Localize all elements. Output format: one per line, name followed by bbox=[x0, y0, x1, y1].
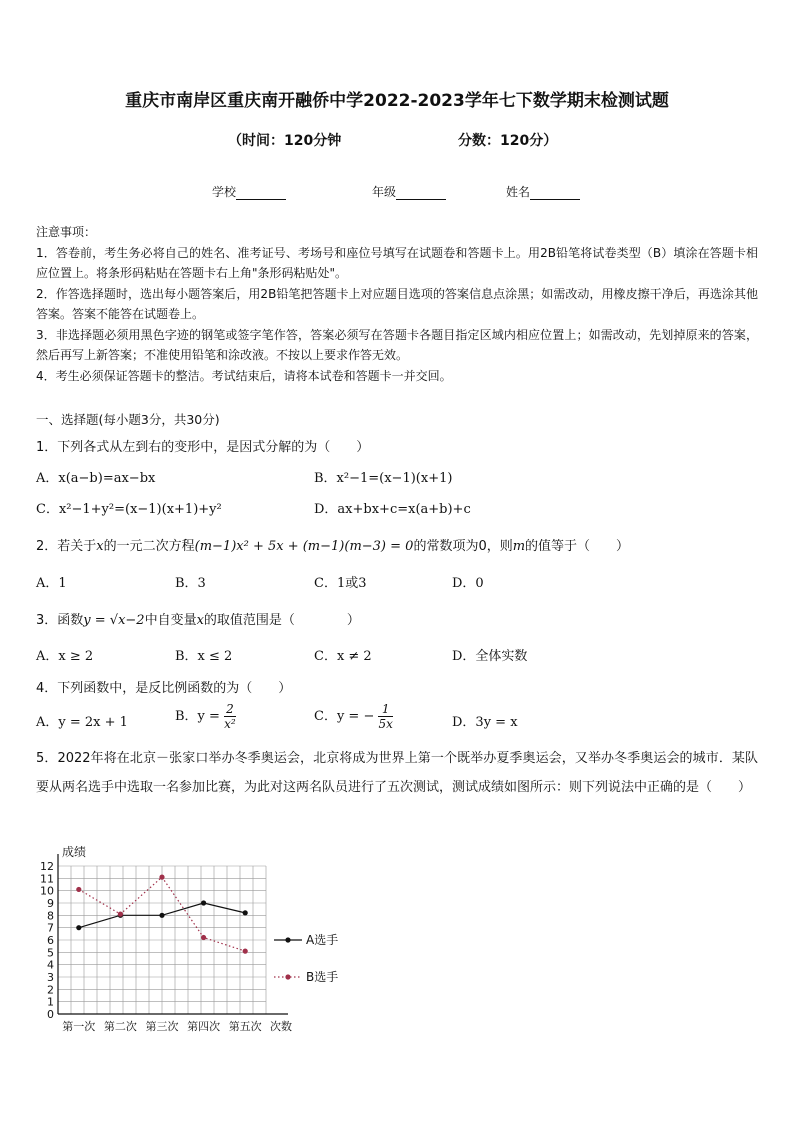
q3-stem-part: 的取值范围是（ ） bbox=[203, 613, 360, 628]
section-heading: 一、选择题(每小题3分，共30分) bbox=[36, 412, 220, 427]
x-tick-label: 第四次 bbox=[187, 1020, 221, 1033]
grade-field bbox=[372, 183, 446, 200]
note-item: 1．答卷前，考生务必将自己的姓名、准考证号、考场号和座位号填写在试题卷和答题卡上。用2B铅笔将试卷类型（B）填涂在答题卡相应位置上。将条形码粘贴在答题卡右上角"条形码粘贴处"。 bbox=[36, 245, 758, 280]
q2-stem-part: 的常数项为0，则 bbox=[413, 539, 513, 554]
y-tick-label: 7 bbox=[47, 921, 54, 935]
q3-stem-part: 中自变量 bbox=[144, 613, 197, 628]
y-tick-label: 4 bbox=[47, 958, 54, 972]
name-field bbox=[506, 183, 580, 200]
y-tick-label: 5 bbox=[47, 946, 54, 960]
q4-c-fraction bbox=[378, 702, 392, 731]
exam-time: （时间：120分钟 bbox=[228, 133, 342, 149]
q5-stem: 5．2022年将在北京－张家口举办冬季奥运会，北京将成为世界上第一个既举办夏季奥运会，又举办冬季奥运会的城市．某队要从两名选手中选取一名参加比赛，为此对这两名队员进行了五次测试，测试成绩如图所示：则下列说法中正确的是（ ） bbox=[36, 751, 758, 795]
y-tick-label: 11 bbox=[40, 872, 54, 886]
y-tick-label: 2 bbox=[47, 983, 54, 997]
q2-var-m: m bbox=[512, 539, 526, 554]
legend-label: B选手 bbox=[306, 970, 339, 984]
y-tick-label: 0 bbox=[47, 1008, 54, 1021]
legend-marker bbox=[285, 974, 290, 979]
data-point bbox=[159, 913, 164, 918]
q2-option-d[interactable]: D．0 bbox=[452, 576, 484, 591]
y-tick-label: 6 bbox=[47, 934, 54, 947]
x-tick-label: 第二次 bbox=[103, 1020, 137, 1033]
data-point bbox=[201, 900, 206, 905]
q3-var-x: x bbox=[196, 613, 204, 628]
q4-option-a[interactable]: A．y = 2x + 1 bbox=[36, 715, 128, 730]
q4-b-numerator: 2 bbox=[226, 702, 234, 716]
q2-equation: (m−1)x² + 5x + (m−1)(m−3) = 0 bbox=[194, 539, 414, 554]
q4-b-denominator: x² bbox=[224, 717, 236, 731]
q1-option-a[interactable]: A．x(a−b)=ax−bx bbox=[36, 471, 156, 486]
q3-option-a[interactable]: A．x ≥ 2 bbox=[36, 649, 94, 664]
data-point bbox=[243, 949, 248, 954]
data-point bbox=[118, 912, 123, 917]
grade-blank[interactable] bbox=[396, 187, 446, 200]
q4-c-prefix: C．y = − bbox=[314, 709, 375, 724]
q3-option-d[interactable]: D．全体实数 bbox=[452, 649, 528, 664]
q2-option-b[interactable]: B．3 bbox=[175, 576, 206, 591]
q3-option-b[interactable]: B．x ≤ 2 bbox=[175, 649, 233, 664]
q2-option-c[interactable]: C．1或3 bbox=[314, 576, 367, 591]
x-axis-label: 次数 bbox=[270, 1020, 292, 1033]
y-tick-label: 10 bbox=[40, 884, 54, 898]
q4-c-numerator: 1 bbox=[378, 702, 392, 717]
x-tick-label: 第五次 bbox=[228, 1020, 262, 1033]
q4-option-b[interactable] bbox=[175, 702, 236, 731]
note-item: 4．考生必须保证答题卡的整洁。考试结束后，请将本试卷和答题卡一并交回。 bbox=[36, 368, 452, 383]
notes-heading: 注意事项： bbox=[36, 225, 97, 239]
exam-title: 重庆市南岸区重庆南开融侨中学2022-2023学年七下数学期末检测试题 bbox=[125, 91, 669, 111]
school-blank[interactable] bbox=[236, 187, 286, 200]
data-point bbox=[76, 925, 81, 930]
y-tick-label: 1 bbox=[47, 995, 54, 1009]
q3-function: y = √x−2 bbox=[83, 613, 145, 628]
q3-stem bbox=[36, 609, 360, 628]
y-tick-label: 12 bbox=[40, 860, 54, 873]
legend-marker bbox=[285, 937, 290, 942]
q4-stem: 4．下列函数中，是反比例函数的为（ ） bbox=[36, 681, 292, 696]
q3-option-c[interactable]: C．x ≠ 2 bbox=[314, 649, 372, 664]
score-line-chart bbox=[36, 840, 366, 1040]
q4-option-c[interactable] bbox=[314, 702, 393, 731]
q1-option-c[interactable]: C．x²−1+y²=(x−1)(x+1)+y² bbox=[36, 502, 222, 517]
note-item: 2．作答选择题时，选出每小题答案后，用2B铅笔把答题卡上对应题目选项的答案信息点涂黑；如需改动，用橡皮擦干净后，再选涂其他答案。答案不能答在试题卷上。 bbox=[36, 286, 758, 321]
q2-stem-part: 2．若关于 bbox=[36, 539, 97, 554]
q2-stem-part: 的值等于（ ） bbox=[525, 539, 630, 554]
y-tick-label: 8 bbox=[47, 909, 54, 923]
note-item: 3．非选择题必须用黑色字迹的钢笔或签字笔作答，答案必须写在答题卡各题目指定区域内相应位置上；如需改动，先划掉原来的答案，然后再写上新答案；不准使用铅笔和涂改液。不按以上要求作答无效。 bbox=[36, 327, 758, 362]
y-tick-label: 9 bbox=[47, 897, 54, 910]
y-tick-label: 3 bbox=[47, 971, 54, 984]
q1-option-d[interactable]: D．ax+bx+c=x(a+b)+c bbox=[314, 502, 471, 517]
school-label: 学校 bbox=[212, 185, 237, 199]
q4-b-fraction bbox=[224, 702, 236, 731]
q2-var-x: x bbox=[96, 539, 104, 554]
q4-b-prefix: B．y = bbox=[175, 709, 220, 724]
name-label: 姓名 bbox=[506, 185, 531, 199]
school-field bbox=[212, 183, 286, 200]
q4-c-denominator: 5x bbox=[378, 717, 393, 731]
q2-option-a[interactable]: A．1 bbox=[36, 576, 67, 591]
q1-stem: 1．下列各式从左到右的变形中，是因式分解的为（ ） bbox=[36, 440, 370, 455]
legend-label: A选手 bbox=[306, 933, 339, 947]
data-point bbox=[159, 875, 164, 880]
q2-stem-part: 的一元二次方程 bbox=[103, 539, 195, 554]
x-tick-label: 第三次 bbox=[145, 1020, 179, 1033]
exam-score: 分数：120分） bbox=[458, 133, 558, 149]
y-axis-label: 成绩 bbox=[62, 845, 87, 859]
q1-option-b[interactable]: B．x²−1=(x−1)(x+1) bbox=[314, 471, 453, 486]
data-point bbox=[243, 910, 248, 915]
data-point bbox=[76, 887, 81, 892]
x-tick-label: 第一次 bbox=[62, 1020, 96, 1033]
q3-stem-part: 3．函数 bbox=[36, 613, 84, 628]
q4-option-d[interactable]: D．3y = x bbox=[452, 715, 518, 730]
name-blank[interactable] bbox=[530, 187, 580, 200]
grade-label: 年级 bbox=[372, 185, 397, 199]
notes-block bbox=[36, 222, 758, 386]
q2-stem bbox=[36, 535, 629, 554]
data-point bbox=[201, 935, 206, 940]
